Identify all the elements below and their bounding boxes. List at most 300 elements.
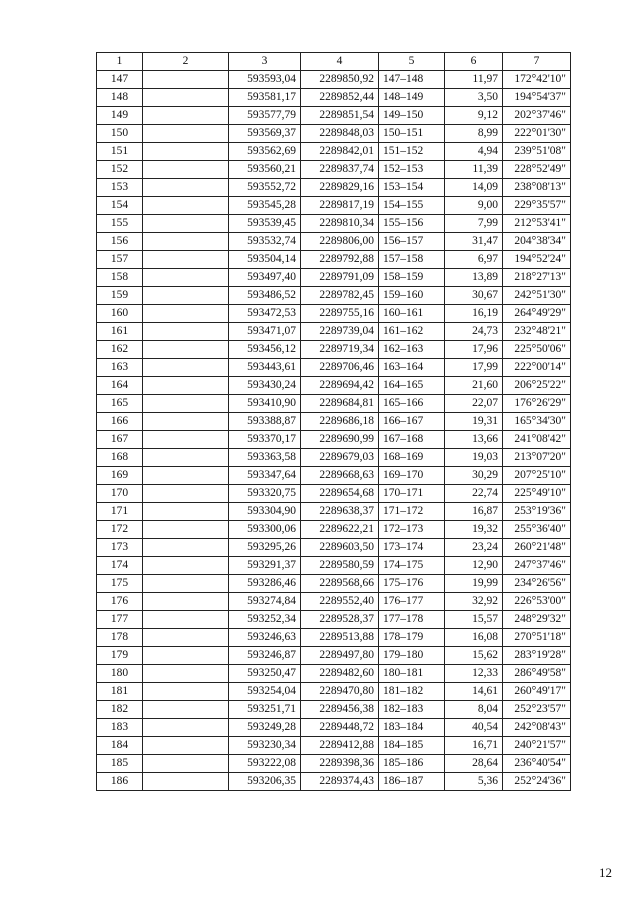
direction-angle-cell: 286°49'58" <box>503 665 571 683</box>
y-coordinate-cell: 2289817,19 <box>301 197 379 215</box>
column-2-cell <box>143 629 229 647</box>
table-body <box>97 71 571 791</box>
direction-angle-cell: 194°54'37" <box>503 89 571 107</box>
x-coordinate-cell: 593222,08 <box>229 755 301 773</box>
column-2-cell <box>143 323 229 341</box>
x-coordinate-cell: 593410,90 <box>229 395 301 413</box>
column-2-cell <box>143 773 229 791</box>
y-coordinate-cell: 2289791,09 <box>301 269 379 287</box>
y-coordinate-cell: 2289603,50 <box>301 539 379 557</box>
table-row <box>97 341 571 359</box>
table-header-row <box>97 53 571 71</box>
column-2-cell <box>143 575 229 593</box>
x-coordinate-cell: 593569,37 <box>229 125 301 143</box>
segment-cell: 151–152 <box>379 143 445 161</box>
direction-angle-cell: 260°21'48" <box>503 539 571 557</box>
x-coordinate-cell: 593539,45 <box>229 215 301 233</box>
x-coordinate-cell: 593577,79 <box>229 107 301 125</box>
y-coordinate-cell: 2289684,81 <box>301 395 379 413</box>
segment-cell: 185–186 <box>379 755 445 773</box>
point-number-cell: 178 <box>97 629 143 647</box>
segment-cell: 169–170 <box>379 467 445 485</box>
direction-angle-cell: 206°25'22" <box>503 377 571 395</box>
point-number-cell: 157 <box>97 251 143 269</box>
column-2-cell <box>143 701 229 719</box>
point-number-cell: 169 <box>97 467 143 485</box>
column-2-cell <box>143 359 229 377</box>
y-coordinate-cell: 2289851,54 <box>301 107 379 125</box>
table-row <box>97 611 571 629</box>
y-coordinate-cell: 2289848,03 <box>301 125 379 143</box>
y-coordinate-cell: 2289719,34 <box>301 341 379 359</box>
column-2-cell <box>143 161 229 179</box>
segment-cell: 178–179 <box>379 629 445 647</box>
point-number-cell: 159 <box>97 287 143 305</box>
distance-cell: 14,09 <box>445 179 503 197</box>
direction-angle-cell: 165°34'30" <box>503 413 571 431</box>
direction-angle-cell: 239°51'08" <box>503 143 571 161</box>
point-number-cell: 153 <box>97 179 143 197</box>
x-coordinate-cell: 593370,17 <box>229 431 301 449</box>
y-coordinate-cell: 2289552,40 <box>301 593 379 611</box>
column-header-1: 1 <box>97 53 143 71</box>
direction-angle-cell: 213°07'20" <box>503 449 571 467</box>
x-coordinate-cell: 593497,40 <box>229 269 301 287</box>
distance-cell: 19,31 <box>445 413 503 431</box>
distance-cell: 28,64 <box>445 755 503 773</box>
direction-angle-cell: 172°42'10" <box>503 71 571 89</box>
distance-cell: 22,07 <box>445 395 503 413</box>
direction-angle-cell: 232°48'21" <box>503 323 571 341</box>
segment-cell: 174–175 <box>379 557 445 575</box>
table-row <box>97 485 571 503</box>
x-coordinate-cell: 593254,04 <box>229 683 301 701</box>
x-coordinate-cell: 593562,69 <box>229 143 301 161</box>
distance-cell: 30,29 <box>445 467 503 485</box>
y-coordinate-cell: 2289568,66 <box>301 575 379 593</box>
y-coordinate-cell: 2289513,88 <box>301 629 379 647</box>
point-number-cell: 176 <box>97 593 143 611</box>
table-row <box>97 413 571 431</box>
table-row <box>97 161 571 179</box>
direction-angle-cell: 204°38'34" <box>503 233 571 251</box>
column-2-cell <box>143 521 229 539</box>
point-number-cell: 150 <box>97 125 143 143</box>
segment-cell: 186–187 <box>379 773 445 791</box>
segment-cell: 149–150 <box>379 107 445 125</box>
distance-cell: 9,00 <box>445 197 503 215</box>
segment-cell: 172–173 <box>379 521 445 539</box>
table-row <box>97 593 571 611</box>
x-coordinate-cell: 593504,14 <box>229 251 301 269</box>
point-number-cell: 147 <box>97 71 143 89</box>
column-2-cell <box>143 719 229 737</box>
direction-angle-cell: 247°37'46" <box>503 557 571 575</box>
x-coordinate-cell: 593472,53 <box>229 305 301 323</box>
point-number-cell: 174 <box>97 557 143 575</box>
point-number-cell: 152 <box>97 161 143 179</box>
point-number-cell: 163 <box>97 359 143 377</box>
y-coordinate-cell: 2289850,92 <box>301 71 379 89</box>
coordinates-table-container <box>96 52 571 791</box>
x-coordinate-cell: 593300,06 <box>229 521 301 539</box>
direction-angle-cell: 260°49'17" <box>503 683 571 701</box>
direction-angle-cell: 225°50'06" <box>503 341 571 359</box>
x-coordinate-cell: 593246,87 <box>229 647 301 665</box>
segment-cell: 152–153 <box>379 161 445 179</box>
table-row <box>97 359 571 377</box>
column-2-cell <box>143 341 229 359</box>
column-2-cell <box>143 539 229 557</box>
segment-cell: 150–151 <box>379 125 445 143</box>
x-coordinate-cell: 593456,12 <box>229 341 301 359</box>
direction-angle-cell: 222°01'30" <box>503 125 571 143</box>
distance-cell: 15,57 <box>445 611 503 629</box>
table-row <box>97 125 571 143</box>
distance-cell: 19,99 <box>445 575 503 593</box>
x-coordinate-cell: 593486,52 <box>229 287 301 305</box>
distance-cell: 15,62 <box>445 647 503 665</box>
column-2-cell <box>143 665 229 683</box>
x-coordinate-cell: 593560,21 <box>229 161 301 179</box>
point-number-cell: 168 <box>97 449 143 467</box>
segment-cell: 153–154 <box>379 179 445 197</box>
point-number-cell: 170 <box>97 485 143 503</box>
point-number-cell: 166 <box>97 413 143 431</box>
x-coordinate-cell: 593274,84 <box>229 593 301 611</box>
distance-cell: 16,08 <box>445 629 503 647</box>
distance-cell: 16,71 <box>445 737 503 755</box>
point-number-cell: 167 <box>97 431 143 449</box>
y-coordinate-cell: 2289622,21 <box>301 521 379 539</box>
column-2-cell <box>143 395 229 413</box>
direction-angle-cell: 255°36'40" <box>503 521 571 539</box>
direction-angle-cell: 212°53'41" <box>503 215 571 233</box>
y-coordinate-cell: 2289829,16 <box>301 179 379 197</box>
direction-angle-cell: 240°21'57" <box>503 737 571 755</box>
table-row <box>97 431 571 449</box>
coordinates-table <box>96 52 571 791</box>
distance-cell: 8,04 <box>445 701 503 719</box>
point-number-cell: 173 <box>97 539 143 557</box>
point-number-cell: 161 <box>97 323 143 341</box>
column-2-cell <box>143 287 229 305</box>
point-number-cell: 185 <box>97 755 143 773</box>
segment-cell: 163–164 <box>379 359 445 377</box>
table-row <box>97 683 571 701</box>
point-number-cell: 181 <box>97 683 143 701</box>
distance-cell: 11,39 <box>445 161 503 179</box>
y-coordinate-cell: 2289842,01 <box>301 143 379 161</box>
point-number-cell: 148 <box>97 89 143 107</box>
column-header-2: 2 <box>143 53 229 71</box>
x-coordinate-cell: 593251,71 <box>229 701 301 719</box>
segment-cell: 177–178 <box>379 611 445 629</box>
point-number-cell: 183 <box>97 719 143 737</box>
distance-cell: 11,97 <box>445 71 503 89</box>
y-coordinate-cell: 2289690,99 <box>301 431 379 449</box>
column-header-4: 4 <box>301 53 379 71</box>
table-row <box>97 89 571 107</box>
point-number-cell: 180 <box>97 665 143 683</box>
segment-cell: 147–148 <box>379 71 445 89</box>
column-2-cell <box>143 125 229 143</box>
x-coordinate-cell: 593363,58 <box>229 449 301 467</box>
x-coordinate-cell: 593304,90 <box>229 503 301 521</box>
distance-cell: 9,12 <box>445 107 503 125</box>
x-coordinate-cell: 593545,28 <box>229 197 301 215</box>
column-2-cell <box>143 431 229 449</box>
direction-angle-cell: 225°49'10" <box>503 485 571 503</box>
y-coordinate-cell: 2289654,68 <box>301 485 379 503</box>
point-number-cell: 182 <box>97 701 143 719</box>
distance-cell: 7,99 <box>445 215 503 233</box>
column-2-cell <box>143 737 229 755</box>
x-coordinate-cell: 593295,26 <box>229 539 301 557</box>
column-2-cell <box>143 377 229 395</box>
segment-cell: 183–184 <box>379 719 445 737</box>
x-coordinate-cell: 593252,34 <box>229 611 301 629</box>
y-coordinate-cell: 2289668,63 <box>301 467 379 485</box>
segment-cell: 158–159 <box>379 269 445 287</box>
y-coordinate-cell: 2289782,45 <box>301 287 379 305</box>
y-coordinate-cell: 2289497,80 <box>301 647 379 665</box>
distance-cell: 12,33 <box>445 665 503 683</box>
column-header-5: 5 <box>379 53 445 71</box>
table-row <box>97 773 571 791</box>
x-coordinate-cell: 593581,17 <box>229 89 301 107</box>
table-row <box>97 251 571 269</box>
segment-cell: 160–161 <box>379 305 445 323</box>
point-number-cell: 149 <box>97 107 143 125</box>
column-2-cell <box>143 215 229 233</box>
table-row <box>97 233 571 251</box>
column-2-cell <box>143 179 229 197</box>
table-row <box>97 629 571 647</box>
point-number-cell: 160 <box>97 305 143 323</box>
column-2-cell <box>143 251 229 269</box>
distance-cell: 12,90 <box>445 557 503 575</box>
point-number-cell: 158 <box>97 269 143 287</box>
distance-cell: 6,97 <box>445 251 503 269</box>
segment-cell: 154–155 <box>379 197 445 215</box>
direction-angle-cell: 253°19'36" <box>503 503 571 521</box>
segment-cell: 165–166 <box>379 395 445 413</box>
direction-angle-cell: 252°23'57" <box>503 701 571 719</box>
table-row <box>97 701 571 719</box>
column-2-cell <box>143 89 229 107</box>
y-coordinate-cell: 2289638,37 <box>301 503 379 521</box>
table-row <box>97 305 571 323</box>
table-row <box>97 179 571 197</box>
table-row <box>97 287 571 305</box>
y-coordinate-cell: 2289755,16 <box>301 305 379 323</box>
column-2-cell <box>143 143 229 161</box>
point-number-cell: 177 <box>97 611 143 629</box>
y-coordinate-cell: 2289837,74 <box>301 161 379 179</box>
page-number: 12 <box>599 865 612 880</box>
distance-cell: 3,50 <box>445 89 503 107</box>
x-coordinate-cell: 593286,46 <box>229 575 301 593</box>
distance-cell: 40,54 <box>445 719 503 737</box>
direction-angle-cell: 242°08'43" <box>503 719 571 737</box>
column-header-3: 3 <box>229 53 301 71</box>
direction-angle-cell: 218°27'13" <box>503 269 571 287</box>
column-2-cell <box>143 485 229 503</box>
segment-cell: 180–181 <box>379 665 445 683</box>
point-number-cell: 171 <box>97 503 143 521</box>
segment-cell: 168–169 <box>379 449 445 467</box>
x-coordinate-cell: 593593,04 <box>229 71 301 89</box>
y-coordinate-cell: 2289580,59 <box>301 557 379 575</box>
segment-cell: 173–174 <box>379 539 445 557</box>
point-number-cell: 165 <box>97 395 143 413</box>
x-coordinate-cell: 593552,72 <box>229 179 301 197</box>
table-row <box>97 719 571 737</box>
segment-cell: 166–167 <box>379 413 445 431</box>
distance-cell: 30,67 <box>445 287 503 305</box>
segment-cell: 171–172 <box>379 503 445 521</box>
direction-angle-cell: 283°19'28" <box>503 647 571 665</box>
x-coordinate-cell: 593347,64 <box>229 467 301 485</box>
table-row <box>97 755 571 773</box>
column-header-7: 7 <box>503 53 571 71</box>
direction-angle-cell: 226°53'00" <box>503 593 571 611</box>
direction-angle-cell: 242°51'30" <box>503 287 571 305</box>
y-coordinate-cell: 2289706,46 <box>301 359 379 377</box>
segment-cell: 179–180 <box>379 647 445 665</box>
y-coordinate-cell: 2289686,18 <box>301 413 379 431</box>
y-coordinate-cell: 2289739,04 <box>301 323 379 341</box>
x-coordinate-cell: 593250,47 <box>229 665 301 683</box>
distance-cell: 13,89 <box>445 269 503 287</box>
distance-cell: 24,73 <box>445 323 503 341</box>
segment-cell: 162–163 <box>379 341 445 359</box>
y-coordinate-cell: 2289374,43 <box>301 773 379 791</box>
distance-cell: 16,87 <box>445 503 503 521</box>
table-row <box>97 539 571 557</box>
table-row <box>97 323 571 341</box>
x-coordinate-cell: 593320,75 <box>229 485 301 503</box>
distance-cell: 16,19 <box>445 305 503 323</box>
point-number-cell: 156 <box>97 233 143 251</box>
distance-cell: 5,36 <box>445 773 503 791</box>
y-coordinate-cell: 2289398,36 <box>301 755 379 773</box>
direction-angle-cell: 238°08'13" <box>503 179 571 197</box>
segment-cell: 148–149 <box>379 89 445 107</box>
column-2-cell <box>143 197 229 215</box>
point-number-cell: 164 <box>97 377 143 395</box>
y-coordinate-cell: 2289456,38 <box>301 701 379 719</box>
column-2-cell <box>143 413 229 431</box>
table-row <box>97 647 571 665</box>
column-2-cell <box>143 611 229 629</box>
y-coordinate-cell: 2289412,88 <box>301 737 379 755</box>
column-header-6: 6 <box>445 53 503 71</box>
direction-angle-cell: 264°49'29" <box>503 305 571 323</box>
segment-cell: 175–176 <box>379 575 445 593</box>
point-number-cell: 154 <box>97 197 143 215</box>
direction-angle-cell: 194°52'24" <box>503 251 571 269</box>
column-2-cell <box>143 449 229 467</box>
table-row <box>97 503 571 521</box>
segment-cell: 182–183 <box>379 701 445 719</box>
segment-cell: 181–182 <box>379 683 445 701</box>
x-coordinate-cell: 593430,24 <box>229 377 301 395</box>
table-row <box>97 269 571 287</box>
y-coordinate-cell: 2289852,44 <box>301 89 379 107</box>
table-row <box>97 521 571 539</box>
segment-cell: 155–156 <box>379 215 445 233</box>
direction-angle-cell: 248°29'32" <box>503 611 571 629</box>
segment-cell: 164–165 <box>379 377 445 395</box>
direction-angle-cell: 207°25'10" <box>503 467 571 485</box>
column-2-cell <box>143 755 229 773</box>
column-2-cell <box>143 71 229 89</box>
distance-cell: 17,96 <box>445 341 503 359</box>
y-coordinate-cell: 2289470,80 <box>301 683 379 701</box>
direction-angle-cell: 236°40'54" <box>503 755 571 773</box>
point-number-cell: 179 <box>97 647 143 665</box>
column-2-cell <box>143 233 229 251</box>
table-row <box>97 737 571 755</box>
direction-angle-cell: 229°35'57" <box>503 197 571 215</box>
segment-cell: 161–162 <box>379 323 445 341</box>
distance-cell: 13,66 <box>445 431 503 449</box>
distance-cell: 19,03 <box>445 449 503 467</box>
point-number-cell: 184 <box>97 737 143 755</box>
column-2-cell <box>143 593 229 611</box>
table-row <box>97 143 571 161</box>
y-coordinate-cell: 2289482,60 <box>301 665 379 683</box>
distance-cell: 23,24 <box>445 539 503 557</box>
direction-angle-cell: 234°26'56" <box>503 575 571 593</box>
segment-cell: 156–157 <box>379 233 445 251</box>
table-row <box>97 71 571 89</box>
table-row <box>97 575 571 593</box>
point-number-cell: 155 <box>97 215 143 233</box>
distance-cell: 31,47 <box>445 233 503 251</box>
x-coordinate-cell: 593230,34 <box>229 737 301 755</box>
direction-angle-cell: 270°51'18" <box>503 629 571 647</box>
distance-cell: 32,92 <box>445 593 503 611</box>
distance-cell: 8,99 <box>445 125 503 143</box>
point-number-cell: 151 <box>97 143 143 161</box>
y-coordinate-cell: 2289694,42 <box>301 377 379 395</box>
x-coordinate-cell: 593388,87 <box>229 413 301 431</box>
distance-cell: 17,99 <box>445 359 503 377</box>
point-number-cell: 162 <box>97 341 143 359</box>
direction-angle-cell: 176°26'29" <box>503 395 571 413</box>
distance-cell: 14,61 <box>445 683 503 701</box>
y-coordinate-cell: 2289448,72 <box>301 719 379 737</box>
x-coordinate-cell: 593206,35 <box>229 773 301 791</box>
table-row <box>97 467 571 485</box>
column-2-cell <box>143 503 229 521</box>
segment-cell: 157–158 <box>379 251 445 269</box>
column-2-cell <box>143 107 229 125</box>
table-row <box>97 107 571 125</box>
direction-angle-cell: 222°00'14" <box>503 359 571 377</box>
column-2-cell <box>143 467 229 485</box>
column-2-cell <box>143 557 229 575</box>
distance-cell: 22,74 <box>445 485 503 503</box>
column-2-cell <box>143 305 229 323</box>
point-number-cell: 175 <box>97 575 143 593</box>
column-2-cell <box>143 647 229 665</box>
column-2-cell <box>143 683 229 701</box>
table-row <box>97 215 571 233</box>
